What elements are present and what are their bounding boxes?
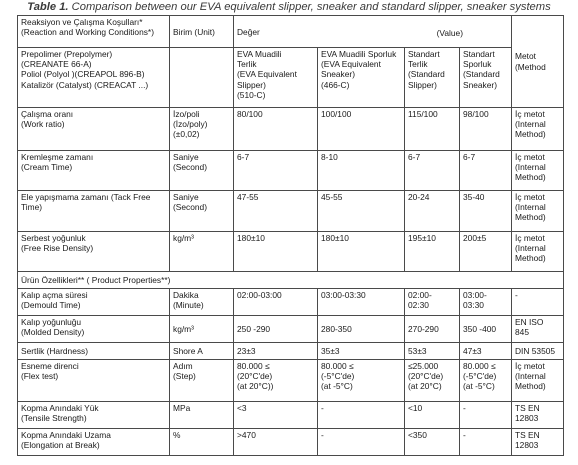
property-unit: Saniye (Second): [170, 151, 234, 191]
property-name: Çalışma oranı (Work ratio): [18, 108, 170, 151]
table-row: [18, 232, 564, 272]
value-standard-slipper: <350: [405, 429, 460, 456]
unit-header: Birim (Unit): [170, 16, 234, 48]
property-unit: kg/m³: [170, 232, 234, 272]
table-row: [18, 191, 564, 232]
value-eva-sneaker: -: [318, 429, 405, 456]
property-name: Kalıp yoğunluğu (Molded Density): [18, 316, 170, 343]
property-method: İç metot (Internal Method): [512, 151, 564, 191]
property-method: İç metot (Internal Method): [512, 108, 564, 151]
property-name: Serbest yoğunluk (Free Rise Density): [18, 232, 170, 272]
property-method: TS EN 12803: [512, 429, 564, 456]
table-row: [18, 343, 564, 360]
value-standard-sneaker: 35-40: [460, 191, 512, 232]
table-row: [18, 289, 564, 316]
value-eva-slipper: 02:00-03:00: [234, 289, 318, 316]
value-standard-slipper: 195±10: [405, 232, 460, 272]
system-standard-sneaker: Standart Sporluk (Standard Sneaker): [460, 48, 512, 108]
value-standard-sneaker: 03:00- 03:30: [460, 289, 512, 316]
product-properties-header: Ürün Özellikleri** ( Product Properties**): [18, 272, 564, 289]
property-method: İç metot (Internal Method): [512, 360, 564, 402]
property-method: DIN 53505: [512, 343, 564, 360]
value-eva-sneaker: 180±10: [318, 232, 405, 272]
value-header-en: (Value): [436, 28, 463, 38]
value-eva-slipper: 47-55: [234, 191, 318, 232]
value-standard-slipper: <10: [405, 402, 460, 429]
value-eva-slipper: 250 -290: [234, 316, 318, 343]
property-unit: MPa: [170, 402, 234, 429]
value-header-tr: Değer: [237, 27, 260, 37]
value-eva-sneaker: 100/100: [318, 108, 405, 151]
value-eva-slipper: 80.000 ≤ (20°C'de) (at 20°C)): [234, 360, 318, 402]
value-standard-slipper: 115/100: [405, 108, 460, 151]
value-eva-slipper: 180±10: [234, 232, 318, 272]
value-eva-sneaker: 80.000 ≤ (-5°C'de) (at -5°C): [318, 360, 405, 402]
value-eva-slipper: 23±3: [234, 343, 318, 360]
property-method: İç metot (Internal Method): [512, 232, 564, 272]
value-standard-slipper: 6-7: [405, 151, 460, 191]
materials-unit-empty: [170, 48, 234, 108]
property-method: EN ISO 845: [512, 316, 564, 343]
table-row: [18, 429, 564, 456]
table-row: [18, 402, 564, 429]
value-eva-slipper: 80/100: [234, 108, 318, 151]
value-standard-sneaker: 200±5: [460, 232, 512, 272]
property-method: İç metot (Internal Method): [512, 191, 564, 232]
value-standard-sneaker: 98/100: [460, 108, 512, 151]
value-eva-sneaker: 280-350: [318, 316, 405, 343]
value-eva-slipper: >470: [234, 429, 318, 456]
value-standard-sneaker: 6-7: [460, 151, 512, 191]
property-unit: kg/m³: [170, 316, 234, 343]
header-row: [18, 16, 564, 48]
property-unit: Adım (Step): [170, 360, 234, 402]
table-caption: [0, 0, 578, 16]
value-eva-sneaker: 35±3: [318, 343, 405, 360]
value-standard-slipper: 20-24: [405, 191, 460, 232]
conditions-header: Reaksiyon ve Çalışma Koşulları* (Reaction and Working Conditions*): [18, 16, 170, 48]
value-standard-sneaker: 80.000 ≤ (-5°C'de) (at -5°C): [460, 360, 512, 402]
property-name: Kopma Anındaki Yük (Tensile Strength): [18, 402, 170, 429]
table-row: [18, 151, 564, 191]
property-name: Kremleşme zamanı (Cream Time): [18, 151, 170, 191]
value-eva-sneaker: 45-55: [318, 191, 405, 232]
value-standard-slipper: ≤25.000 (20°C'de) (at 20°C): [405, 360, 460, 402]
method-header: Metot (Method: [512, 16, 564, 108]
value-standard-slipper: 53±3: [405, 343, 460, 360]
property-unit: Saniye (Second): [170, 191, 234, 232]
value-standard-sneaker: -: [460, 402, 512, 429]
value-standard-sneaker: 47±3: [460, 343, 512, 360]
table-row: [18, 108, 564, 151]
property-name: Kopma Anındaki Uzama (Elongation at Break): [18, 429, 170, 456]
section-row: [18, 272, 564, 289]
comparison-table: [17, 15, 564, 456]
value-eva-sneaker: -: [318, 402, 405, 429]
system-standard-slipper: Standart Terlik (Standard Slipper): [405, 48, 460, 108]
property-name: Ele yapışmama zamanı (Tack Free Time): [18, 191, 170, 232]
materials-list: Prepolimer (Prepolymer) (CREANATE 66-A) Poliol (Polyol )(CREAPOL 896-B) Katalizör (Catalyst) (CREACAT ...): [18, 48, 170, 108]
value-standard-sneaker: 350 -400: [460, 316, 512, 343]
property-name: Sertlik (Hardness): [18, 343, 170, 360]
property-method: -: [512, 289, 564, 316]
caption-label: Table 1.: [27, 1, 69, 13]
property-unit: Dakika (Minute): [170, 289, 234, 316]
value-eva-sneaker: 8-10: [318, 151, 405, 191]
table-row: [18, 316, 564, 343]
value-standard-slipper: 270-290: [405, 316, 460, 343]
caption-text: Comparison between our EVA equivalent slipper, sneaker and standard slipper, sneaker systems: [68, 1, 551, 13]
value-standard-sneaker: -: [460, 429, 512, 456]
value-eva-sneaker: 03:00-03:30: [318, 289, 405, 316]
system-eva-sneaker: EVA Muadili Sporluk (EVA Equivalent Sneaker) (466-C): [318, 48, 405, 108]
value-standard-slipper: 02:00- 02:30: [405, 289, 460, 316]
property-method: TS EN 12803: [512, 402, 564, 429]
materials-row: [18, 48, 564, 108]
table-row: [18, 360, 564, 402]
property-name: Esneme direnci (Flex test): [18, 360, 170, 402]
property-unit: Shore A: [170, 343, 234, 360]
property-name: Kalıp açma süresi (Demould Time): [18, 289, 170, 316]
property-unit: İzo/poli (İzo/poly) (±0,02): [170, 108, 234, 151]
value-header: [234, 16, 512, 48]
value-eva-slipper: <3: [234, 402, 318, 429]
system-eva-slipper: EVA Muadili Terlik (EVA Equivalent Slipper) (510-C): [234, 48, 318, 108]
property-unit: %: [170, 429, 234, 456]
value-eva-slipper: 6-7: [234, 151, 318, 191]
